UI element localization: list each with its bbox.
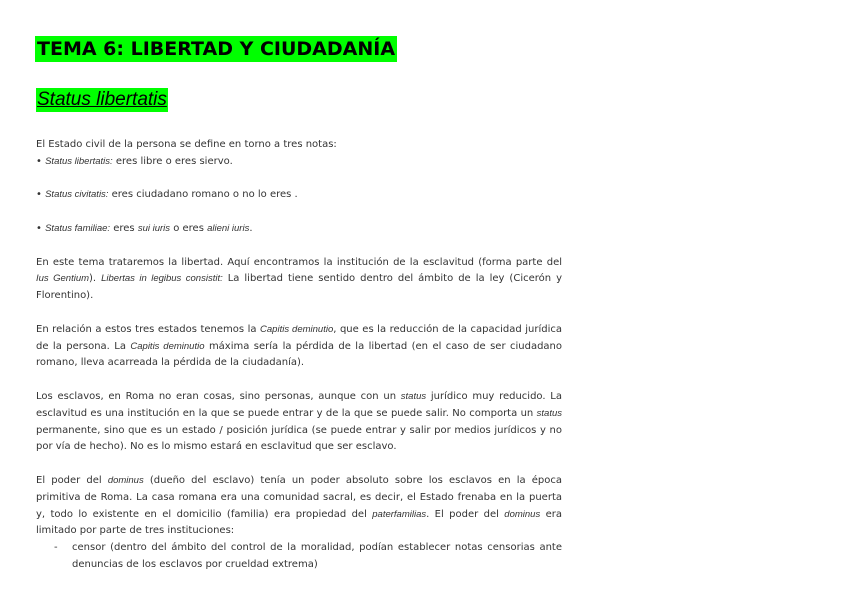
document-body bbox=[36, 137, 562, 591]
italic-term: Capitis deminutio bbox=[130, 340, 205, 352]
italic-term: status bbox=[400, 390, 427, 402]
list-item bbox=[36, 540, 562, 574]
text-run: , que es la reducción de la capacidad jurídica de la persona. La bbox=[36, 323, 563, 352]
italic-term: dominus bbox=[107, 474, 144, 486]
italic-term: Capitis deminutio bbox=[260, 323, 334, 335]
italic-term: status bbox=[536, 407, 562, 419]
bullet-text: eres libre o eres siervo. bbox=[112, 155, 233, 167]
text-run: La libertad tiene sentido dentro del ámbito de la ley (Cicerón y Florentino). bbox=[36, 273, 562, 302]
text-run: ). bbox=[89, 273, 102, 285]
italic-term: dominus bbox=[504, 508, 541, 520]
intro-line: El Estado civil de la persona se define en torno a tres notas: bbox=[36, 139, 337, 150]
text-run: (dueño del esclavo) tenía un poder absoluto sobre los esclavos en la época primitiva de Roma. La casa romana era una comunidad sacral, es decir, el Estado frenaba en la puerta y, todo lo existente en el domicilio (familia) era propiedad del bbox=[36, 474, 562, 520]
text-run: El poder del bbox=[36, 474, 108, 486]
document-title: TEMA 6: LIBERTAD Y CIUDADANÍA bbox=[37, 38, 396, 60]
bullet-term: Status familiae: bbox=[45, 222, 111, 234]
paragraph bbox=[36, 322, 562, 372]
bullet-item bbox=[36, 154, 562, 171]
bullet-term: Status libertatis: bbox=[45, 155, 113, 167]
bullet-text: o eres bbox=[170, 222, 208, 234]
text-run: Los esclavos, en Roma no eran cosas, sino personas, aunque con un bbox=[36, 390, 401, 402]
text-run: jurídico muy reducido. La esclavitud es una institución en la que se puede entrar y de la que se puede salir. No comporta un bbox=[36, 390, 562, 419]
italic-term: Ius Gentium bbox=[36, 273, 90, 285]
text-run: En relación a estos tres estados tenemos la bbox=[36, 323, 261, 335]
bullet-text: eres bbox=[110, 222, 138, 234]
bullet-item bbox=[36, 187, 562, 204]
bullet-term: sui iuris bbox=[137, 222, 171, 234]
bullet-mark: • bbox=[36, 155, 42, 167]
bullet-text: . bbox=[249, 222, 253, 234]
list-item-text: censor (dentro del ámbito del control de la moralidad, podían establecer notas censorias ante denuncias de los esclavos por crueldad extrema) bbox=[72, 542, 562, 570]
bullet-term: alieni iuris bbox=[207, 222, 250, 234]
bullet-text: eres ciudadano romano o no lo eres . bbox=[108, 189, 298, 201]
bullet-term: Status civitatis: bbox=[45, 189, 109, 201]
text-run: En este tema trataremos la libertad. Aquí encontramos la institución de la esclavitud (forma parte del bbox=[36, 256, 562, 268]
text-run: máxima sería la pérdida de la libertad (en el caso de ser ciudadano romano, lleva acarreada la pérdida de la ciudadanía). bbox=[36, 340, 563, 369]
text-run: permanente, sino que es un estado / posición jurídica (se puede entrar y salir por medios jurídicos y no por vía de hecho). No es lo mismo estará en esclavitud que ser esclavo. bbox=[36, 424, 562, 453]
dash-mark: - bbox=[54, 542, 58, 554]
italic-term: Libertas in legibus consistit: bbox=[101, 273, 223, 285]
paragraph bbox=[36, 473, 562, 540]
italic-term: paterfamilias bbox=[372, 508, 427, 520]
text-run: . El poder del bbox=[426, 508, 505, 520]
bullet-mark: • bbox=[36, 222, 42, 234]
paragraph bbox=[36, 389, 562, 456]
paragraph bbox=[36, 255, 562, 305]
text-run: era limitado por parte de tres instituciones: bbox=[36, 508, 562, 537]
section-heading: Status libertatis bbox=[37, 89, 167, 110]
bullet-item bbox=[36, 221, 562, 238]
bullet-mark: • bbox=[36, 189, 42, 201]
